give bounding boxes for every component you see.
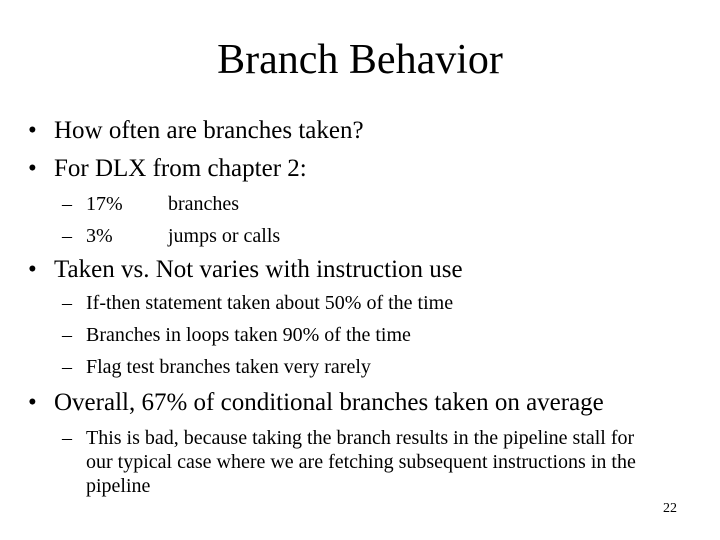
sub-bullet-item <box>62 355 371 379</box>
bullet-icon: • <box>28 117 37 144</box>
dash-icon: – <box>62 356 72 378</box>
slide-title: Branch Behavior <box>217 37 503 83</box>
bullet-icon: • <box>28 155 37 182</box>
dash-icon: – <box>62 193 72 215</box>
bullet-icon: • <box>28 389 37 416</box>
bullet-item <box>28 388 604 418</box>
page-number: 22 <box>663 501 677 516</box>
bullet-item <box>28 154 307 184</box>
dash-icon: – <box>62 292 72 314</box>
stat-percent: 17% <box>86 193 123 215</box>
sub-bullet-item <box>62 426 662 498</box>
bullet-item <box>28 116 364 146</box>
sub-bullet-text: If-then statement taken about 50% of the time <box>86 292 454 314</box>
bullet-text: How often are branches taken? <box>54 117 364 144</box>
stat-label: branches <box>168 193 240 215</box>
stat-row <box>62 224 280 248</box>
dash-icon: – <box>62 225 72 247</box>
bullet-text: Overall, 67% of conditional branches taken on average <box>54 389 604 416</box>
bullet-text: Taken vs. Not varies with instruction use <box>54 256 463 283</box>
bullet-icon: • <box>28 256 37 283</box>
dash-icon: – <box>62 324 72 346</box>
stat-percent: 3% <box>86 225 113 247</box>
sub-bullet-item <box>62 291 453 315</box>
bullet-item <box>28 255 463 285</box>
sub-bullet-text: Branches in loops taken 90% of the time <box>86 324 411 346</box>
bullet-text: For DLX from chapter 2: <box>54 155 307 182</box>
sub-bullet-text: Flag test branches taken very rarely <box>86 356 371 378</box>
sub-bullet-item <box>62 323 411 347</box>
stat-row <box>62 192 239 216</box>
dash-icon: – <box>62 427 72 449</box>
sub-bullet-text: This is bad, because taking the branch results in the pipeline stall for our typical case where we are fetching subsequent instructions in the pipeline <box>86 427 636 497</box>
stat-label: jumps or calls <box>168 225 281 247</box>
